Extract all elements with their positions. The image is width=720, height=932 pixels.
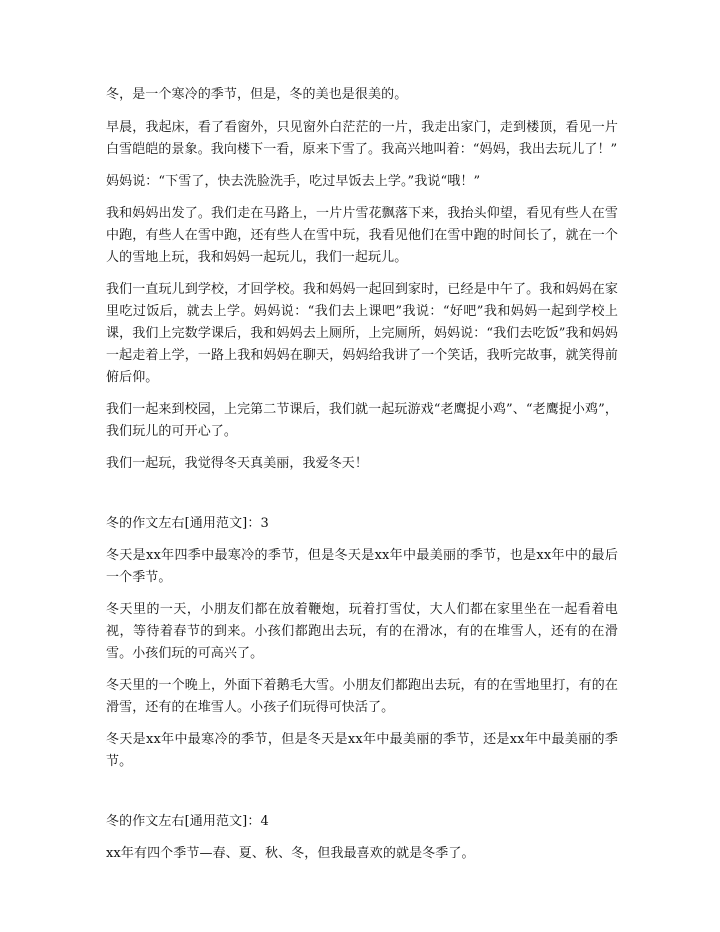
section-title: 冬的作文左右[通用范文]：3 [106,516,269,531]
paragraph: 冬天里的一天，小朋友们都在放着鞭炮，玩着打雪仗，大人们都在家里坐在一起看着电视，等待着春节的到来。小孩们都跑出去玩，有的在滑冰，有的在堆雪人，还有的在滑雪。小孩们玩的可高兴了。 [106,602,618,661]
section-title: 冬的作文左右[通用范文]：4 [106,814,269,829]
paragraph: 冬天是xx年四季中最寒冷的季节，但是冬天是xx年中最美丽的季节，也是xx年中的最后一个季节。 [106,548,618,585]
paragraph: 冬天里的一个晚上，外面下着鹅毛大雪。小朋友们都跑出去玩，有的在雪地里打，有的在滑雪，还有的在堆雪人。小孩子们玩得可快活了。 [106,678,618,715]
paragraph: 冬，是一个寒冷的季节，但是，冬的美也是很美的。 [106,87,408,102]
paragraph: 我们一直玩儿到学校，才回学校。我和妈妈一起回到家时，已经是中午了。我和妈妈在家里吃过饭后，就去上学。妈妈说：“我们去上课吧”我说：“好吧”我和妈妈一起到学校上课，我们上完数学课后，我和妈妈去上厕所，上完厕所，妈妈说：“我们去吃饭”我和妈妈一起走着上学，一路上我和妈妈在聊天，妈妈给我讲了一个笑话，我听完故事，就笑得前俯后仰。 [106,282,618,385]
paragraph: 我们一起玩，我觉得冬天真美丽，我爱冬天！ [106,456,369,471]
paragraph: 冬天是xx年中最寒冷的季节，但是冬天是xx年中最美丽的季节，还是xx年中最美丽的季节。 [106,732,618,769]
paragraph: 妈妈说：“下雪了，快去洗脸洗手，吃过早饭去上学。”我说“哦！” [106,174,481,189]
paragraph: xx年有四个季节—春、夏、秋、冬，但我最喜欢的就是冬季了。 [106,846,475,861]
document-body [106,84,618,865]
paragraph: 我们一起来到校园，上完第二节课后，我们就一起玩游戏“老鹰捉小鸡”、“老鹰捉小鸡”，我们玩儿的可开心了。 [106,402,618,439]
paragraph: 早晨，我起床，看了看窗外，只见窗外白茫茫的一片，我走出家门，走到楼顶，看见一片白雪皑皑的景象。我向楼下一看，原来下雪了。我高兴地叫着：“妈妈，我出去玩儿了！” [106,120,618,157]
paragraph: 我和妈妈出发了。我们走在马路上，一片片雪花飘落下来，我抬头仰望，看见有些人在雪中跑，有些人在雪中跑，还有些人在雪中玩，我看见他们在雪中跑的时间长了，就在一个人的雪地上玩，我和妈妈一起玩儿，我们一起玩儿。 [106,206,618,265]
